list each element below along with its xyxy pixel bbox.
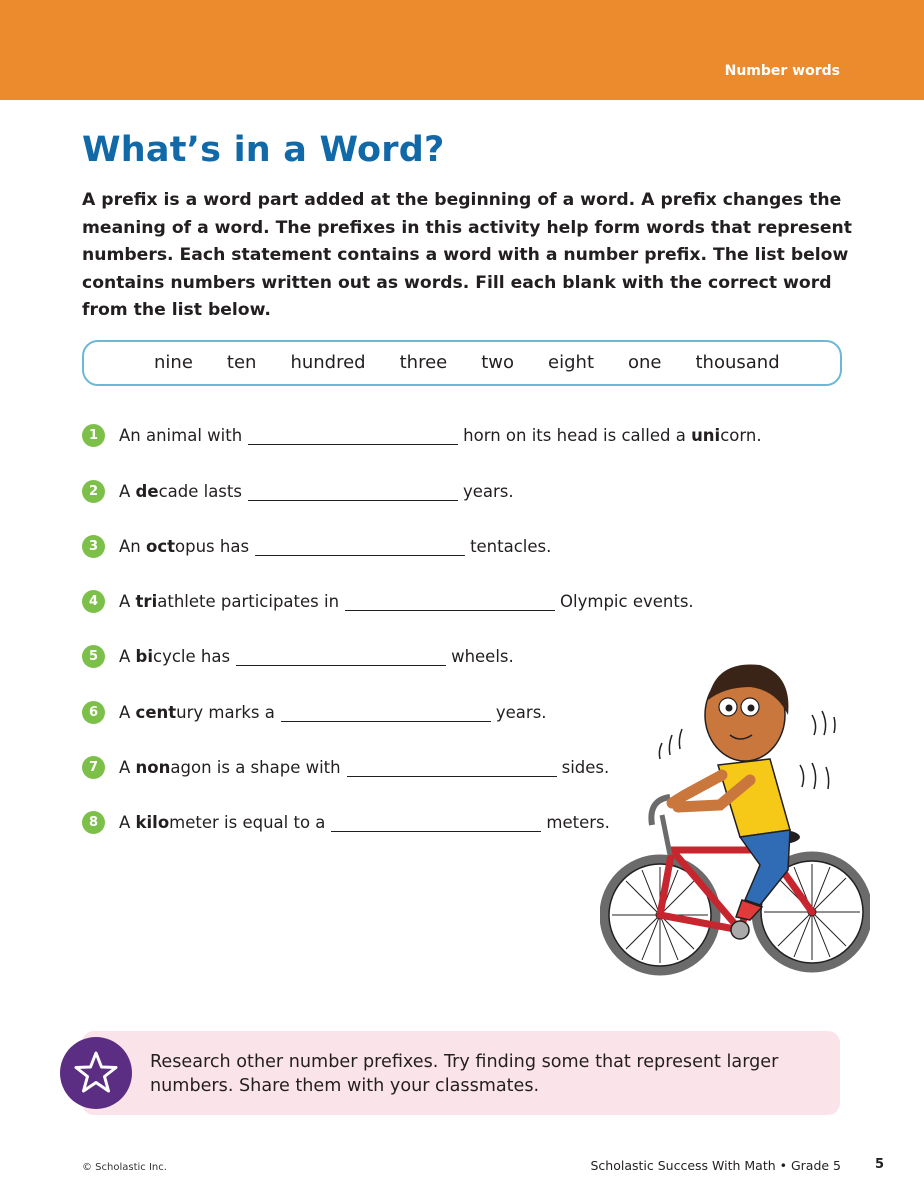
question-6 [82, 700, 547, 724]
word-bank-item: one [628, 352, 662, 373]
question-8 [82, 810, 610, 834]
callout-text: Research other number prefixes. Try finding some that represent larger numbers. Share them with your classmates. [150, 1052, 779, 1096]
word-bank-item: nine [154, 352, 193, 373]
question-number-badge: 8 [82, 811, 105, 834]
header-bar [0, 0, 924, 100]
question-text: meter is equal to a [169, 812, 326, 832]
prefix-bold: tri [135, 591, 158, 611]
prefix-bold: uni [691, 425, 721, 445]
question-2 [82, 479, 514, 503]
question-number-badge: 3 [82, 535, 105, 558]
question-number-badge: 6 [82, 701, 105, 724]
question-text: cade lasts [158, 481, 242, 501]
copyright-text: © Scholastic Inc. [82, 1162, 167, 1173]
question-3 [82, 534, 551, 558]
boy-on-bicycle-illustration [600, 655, 870, 990]
word-bank-list [154, 352, 780, 373]
prefix-bold: de [135, 481, 159, 501]
handlebar-stem [662, 815, 670, 855]
question-text: sides. [561, 757, 610, 777]
question-text: An animal with [119, 425, 243, 445]
prefix-bold: cent [135, 702, 177, 722]
question-text: agon is a shape with [170, 757, 341, 777]
answer-blank[interactable] [331, 813, 541, 832]
answer-blank[interactable] [345, 592, 555, 611]
topic-label: Number words [724, 63, 840, 79]
answer-blank[interactable] [281, 703, 491, 722]
question-text: meters. [546, 812, 610, 832]
page-title: What’s in a Word? [82, 130, 445, 170]
question-text: years. [462, 481, 514, 501]
question-text: tentacles. [470, 536, 552, 556]
question-4 [82, 589, 694, 613]
question-text: opus has [175, 536, 250, 556]
book-title: Scholastic Success With Math • Grade 5 [590, 1158, 841, 1173]
word-bank-item: three [399, 352, 448, 373]
question-text: A [119, 591, 131, 611]
word-bank-item: two [481, 352, 515, 373]
star-icon [60, 1037, 132, 1109]
question-text: corn. [720, 425, 762, 445]
question-text: Olympic events. [560, 591, 694, 611]
question-text: wheels. [451, 646, 514, 666]
blue-pants [740, 830, 790, 905]
question-text: A [119, 812, 131, 832]
answer-blank[interactable] [255, 537, 465, 556]
question-number-badge: 7 [82, 756, 105, 779]
question-text: An [119, 536, 141, 556]
prefix-bold: oct [146, 536, 176, 556]
question-text: ury marks a [176, 702, 275, 722]
question-text: horn on its head is called a [463, 425, 686, 445]
question-text: years. [495, 702, 547, 722]
page-number: 5 [874, 1157, 884, 1172]
question-text: cycle has [153, 646, 231, 666]
word-bank-item: hundred [290, 352, 366, 373]
question-text: A [119, 481, 131, 501]
question-number-badge: 5 [82, 645, 105, 668]
question-text: A [119, 646, 131, 666]
answer-blank[interactable] [248, 482, 458, 501]
answer-blank[interactable] [248, 426, 458, 445]
question-text: athlete participates in [157, 591, 340, 611]
word-bank-item: eight [548, 352, 594, 373]
question-text: A [119, 702, 131, 722]
intro-paragraph: A prefix is a word part added at the beginning of a word. A prefix changes the meaning of a word. The prefixes in this activity help form words that represent numbers. Each statement contains a word with a number prefix. The list below contains numbers written out as words. Fill each blank with the correct word from the list below. [82, 190, 853, 320]
prefix-bold: kilo [135, 812, 170, 832]
answer-blank[interactable] [347, 758, 557, 777]
question-number-badge: 4 [82, 590, 105, 613]
question-text: A [119, 757, 131, 777]
arm [672, 775, 722, 803]
answer-blank[interactable] [236, 647, 446, 666]
crank [731, 921, 749, 939]
prefix-bold: non [135, 757, 171, 777]
word-bank [82, 340, 842, 386]
question-7 [82, 755, 609, 779]
question-1 [82, 423, 762, 447]
question-number-badge: 1 [82, 424, 105, 447]
question-number-badge: 2 [82, 480, 105, 503]
question-5 [82, 644, 514, 668]
word-bank-item: ten [226, 352, 257, 373]
star-badge [60, 1037, 132, 1109]
word-bank-item: thousand [695, 352, 780, 373]
prefix-bold: bi [135, 646, 154, 666]
